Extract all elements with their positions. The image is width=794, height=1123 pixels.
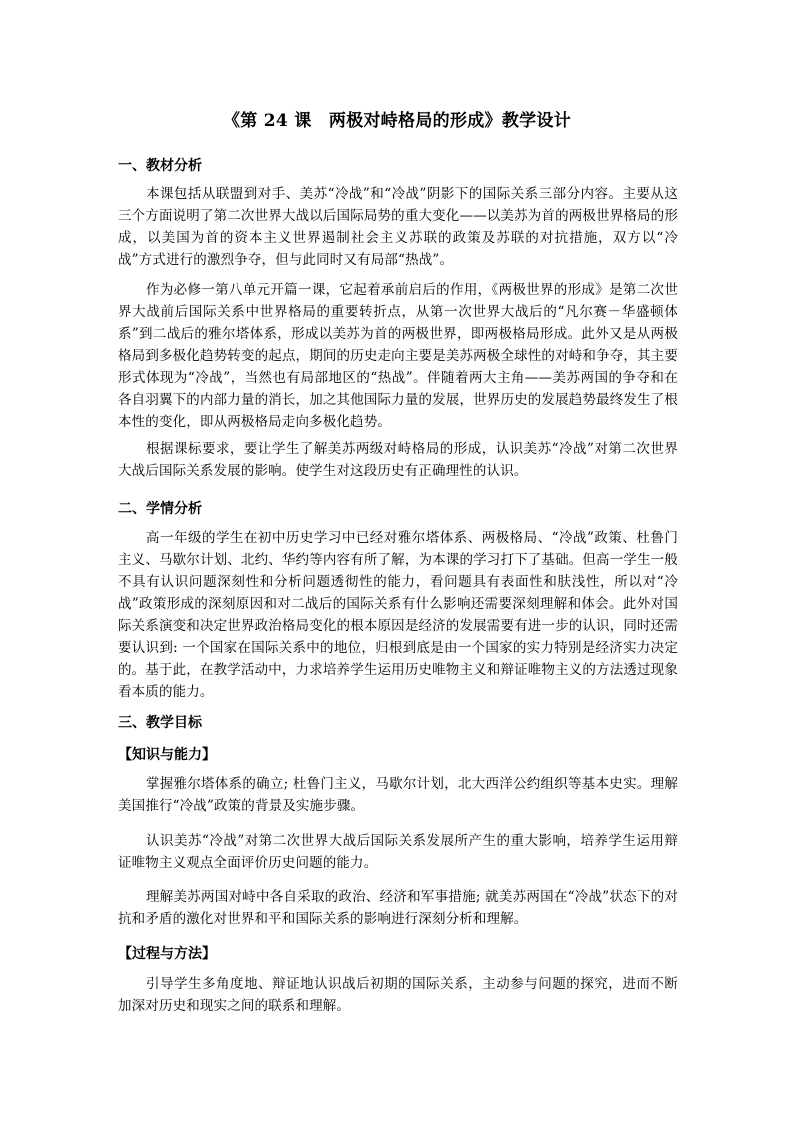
paragraph: 引导学生多角度地、辩证地认识战后初期的国际关系，主动参与问题的探究，进而不断加深对历史和现实之间的联系和理解。 <box>118 976 678 1014</box>
subheading-knowledge-ability: 【知识与能力】 <box>118 747 216 763</box>
section-heading-student-analysis: 二、学情分析 <box>118 501 202 517</box>
paragraph: 作为必修一第八单元开篇一课，它起着承前启后的作用，《两极世界的形成》是第二次世界大战前后国际关系中世界格局的重要转折点，从第一次世界大战后的“凡尔赛－华盛顿体系”到二战后的雅尔塔体系，形成以美苏为首的两极世界，即两极格局形成。此外又是从两极格局到多极化趋势转变的起点，期间的历史走向主要是美苏两极全球性的对峙和争夺，其主要形式体现为“冷战”，当然也有局部地区的“热战”。伴随着两大主角——美苏两国的争夺和在各自羽翼下的内部力量的消长，加之其他国际力量的发展，世界历史的发展趋势最终发生了根本性的变化，即从两极格局走向多极化趋势。 <box>118 282 678 430</box>
section-heading-textbook-analysis: 一、教材分析 <box>118 158 202 174</box>
document-title: 《第 24 课 两极对峙格局的形成》教学设计 <box>222 111 572 131</box>
paragraph: 高一年级的学生在初中历史学习中已经对雅尔塔体系、两极格局、“冷战”政策、杜鲁门主义、马歇尔计划、北约、华约等内容有所了解，为本课的学习打下了基础。但高一学生一般不具有认识问题深刻性和分析问题透彻性的能力，看问题具有表面性和肤浅性，所以对“冷战”政策形成的深刻原因和对二战后的国际关系有什么影响还需要深刻理解和体会。此外对国际关系演变和决定世界政治格局变化的根本原因是经济的发展需要有进一步的认识，同时还需要认识到: 一个国家在国际关系中的地位，归根到底是由一个国家的实力特别是经济实力决定的。基于此，在教学活动中，力求培养学生运用历史唯物主义和辩证唯物主义的方法透过现象看本质的能力。 <box>118 530 678 700</box>
section-heading-teaching-goals: 三、教学目标 <box>118 715 202 731</box>
paragraph: 本课包括从联盟到对手、美苏“冷战”和“冷战”阴影下的国际关系三部分内容。主要从这三个方面说明了第二次世界大战以后国际局势的重大变化——以美苏为首的两极世界格局的形成，以美国为首的资本主义世界遏制社会主义苏联的政策及苏联的对抗措施，双方以“冷战”方式进行的激烈争夺，但与此同时又有局部“热战”。 <box>118 186 678 268</box>
paragraph: 掌握雅尔塔体系的确立; 杜鲁门主义，马歇尔计划，北大西洋公约组织等基本史实。理解美国推行“冷战”政策的背景及实施步骤。 <box>118 776 678 814</box>
subheading-process-method: 【过程与方法】 <box>118 946 216 962</box>
paragraph: 理解美苏两国对峙中各自采取的政治、经济和军事措施; 就美苏两国在“冷战”状态下的对抗和矛盾的激化对世界和平和国际关系的影响进行深刻分析和理解。 <box>118 889 678 927</box>
paragraph: 根据课标要求，要让学生了解美苏两级对峙格局的形成，认识美苏“冷战”对第二次世界大战后国际关系发展的影响。使学生对这段历史有正确理性的认识。 <box>118 441 678 479</box>
paragraph: 认识美苏“冷战”对第二次世界大战后国际关系发展所产生的重大影响，培养学生运用辩证唯物主义观点全面评价历史问题的能力。 <box>118 833 678 871</box>
